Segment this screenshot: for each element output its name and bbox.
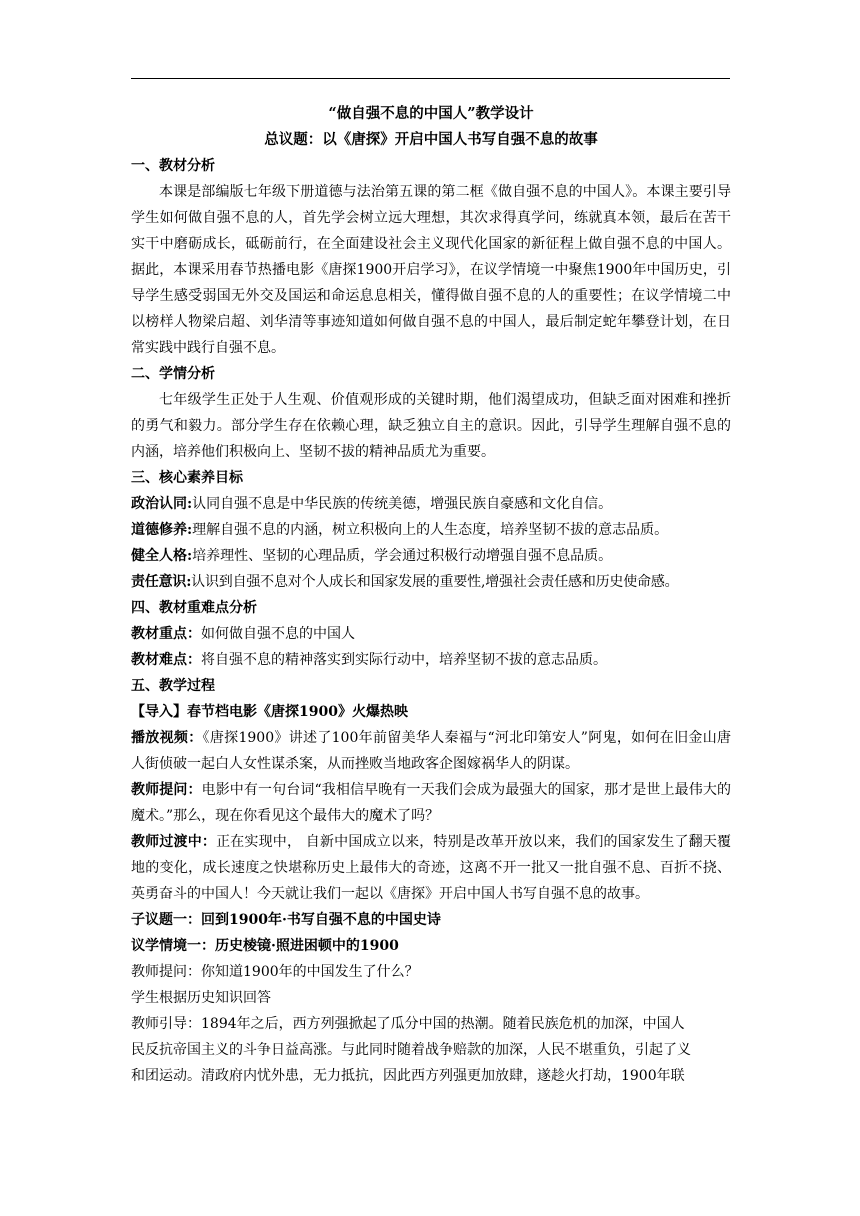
section-heading-textbook-analysis: 一、教材分析 — [131, 158, 215, 174]
document-title: “做自强不息的中国人”教学设计 — [328, 105, 534, 122]
goal-text: 认识到自强不息对个人成长和国家发展的重要性,增强社会责任感和历史使命感。 — [191, 574, 679, 590]
document-body — [131, 101, 731, 1089]
key-point-label: 教材重点： — [131, 626, 201, 642]
student-answer: 学生根据历史知识回答 — [131, 990, 271, 1006]
section-heading-teaching-process: 五、教学过程 — [131, 678, 215, 694]
key-point-item — [131, 621, 731, 647]
textbook-analysis-paragraph: 本课是部编版七年级下册道德与法治第五课的第二框《做自强不息的中国人》。本课主要引导学生如何做自强不息的人，首先学会树立远大理想，其次求得真学问，练就真本领，最后在苦干实干中磨砺成长，砥砺前行，在全面建设社会主义现代化国家的新征程上做自强不息的中国人。据此，本课采用春节热播电影《唐探1900开启学习》，在议学情境一中聚焦1900年中国历史，引导学生感受弱国无外交及国运和命运息息相关，懂得做自强不息的人的重要性；在议学情境二中以榜样人物梁启超、刘华清等事迹知道如何做自强不息的中国人，最后制定蛇年攀登计划，在日常实践中践行自强不息。 — [131, 184, 731, 356]
goal-text: 认同自强不息是中华民族的传统美德，增强民族自豪感和文化自信。 — [192, 496, 613, 512]
teacher-guide-line: 和团运动。清政府内忧外患，无力抵抗，因此西方列强更加放肆，遂趁火打劫，1900年联 — [131, 1068, 685, 1084]
section-heading-key-points: 四、教材重难点分析 — [131, 600, 257, 616]
key-point-label: 教材难点： — [131, 652, 201, 668]
goal-label: 政治认同: — [131, 496, 193, 512]
goal-text: 培养理性、坚韧的心理品质，学会通过积极行动增强自强不息品质。 — [192, 548, 613, 564]
goal-item — [131, 569, 731, 595]
process-label: 教师提问： — [131, 782, 202, 798]
process-item — [131, 829, 731, 907]
key-point-text: 将自强不息的精神落实到实际行动中，培养坚韧不拔的意志品质。 — [201, 652, 607, 668]
intro-heading: 【导入】春节档电影《唐探1900》火爆热映 — [131, 704, 408, 720]
goal-text: 理解自强不息的内涵，树立积极向上的人生态度，培养坚韧不拔的意志品质。 — [192, 522, 669, 538]
process-text: 正在实现中， 自新中国成立以来，特别是改革开放以来，我们的国家发生了翻天覆地的变化，成长速度之快堪称历史上最伟大的奇迹，这离不开一批又一批自强不息、百折不挠、英勇奋斗的中国人！今天就让我们一起以《唐探》开启中国人书写自强不息的故事。 — [131, 834, 731, 902]
header-rule — [131, 78, 730, 79]
process-item — [131, 777, 731, 829]
student-analysis-paragraph: 七年级学生正处于人生观、价值观形成的关键时期，他们渴望成功，但缺乏面对困难和挫折的勇气和毅力。部分学生存在依赖心理，缺乏独立自主的意识。因此，引导学生理解自强不息的内涵，培养他们积极向上、坚韧不拔的精神品质尤为重要。 — [131, 392, 731, 460]
process-text: 《唐探1900》讲述了100年前留美华人秦福与“河北印第安人”阿鬼，如何在旧金山唐人街侦破一起白人女性谋杀案，从而挫败当地政客企图嫁祸华人的阴谋。 — [131, 730, 731, 772]
teacher-guide-line: 教师引导：1894年之后，西方列强掀起了瓜分中国的热潮。随着民族危机的加深，中国人 — [131, 1016, 685, 1032]
goal-item — [131, 491, 731, 517]
key-point-item — [131, 647, 731, 673]
process-item — [131, 725, 731, 777]
process-text: 电影中有一句台词“我相信早晚有一天我们会成为最强大的国家，那才是世上最伟大的魔术。”那么，现在你看见这个最伟大的魔术了吗？ — [131, 782, 732, 824]
goal-label: 健全人格: — [131, 548, 193, 564]
goal-label: 责任意识: — [131, 574, 192, 590]
goal-item — [131, 517, 731, 543]
teacher-question: 教师提问：你知道1900年的中国发生了什么？ — [131, 964, 419, 980]
sub-topic-heading: 子议题一：回到1900年·书写自强不息的中国史诗 — [131, 912, 441, 928]
scene-heading: 议学情境一：历史棱镜·照进困顿中的1900 — [131, 938, 399, 954]
teacher-guide-line: 民反抗帝国主义的斗争日益高涨。与此同时随着战争赔款的加深，人民不堪重负，引起了义 — [131, 1042, 691, 1058]
process-label: 播放视频： — [131, 730, 203, 746]
goal-item — [131, 543, 731, 569]
document-subtitle: 总议题：以《唐探》开启中国人书写自强不息的故事 — [264, 131, 598, 148]
section-heading-core-goals: 三、核心素养目标 — [131, 470, 243, 486]
goal-label: 道德修养: — [131, 522, 193, 538]
section-heading-student-analysis: 二、学情分析 — [131, 366, 215, 382]
process-label: 教师过渡中： — [131, 834, 217, 850]
key-point-text: 如何做自强不息的中国人 — [201, 626, 355, 642]
